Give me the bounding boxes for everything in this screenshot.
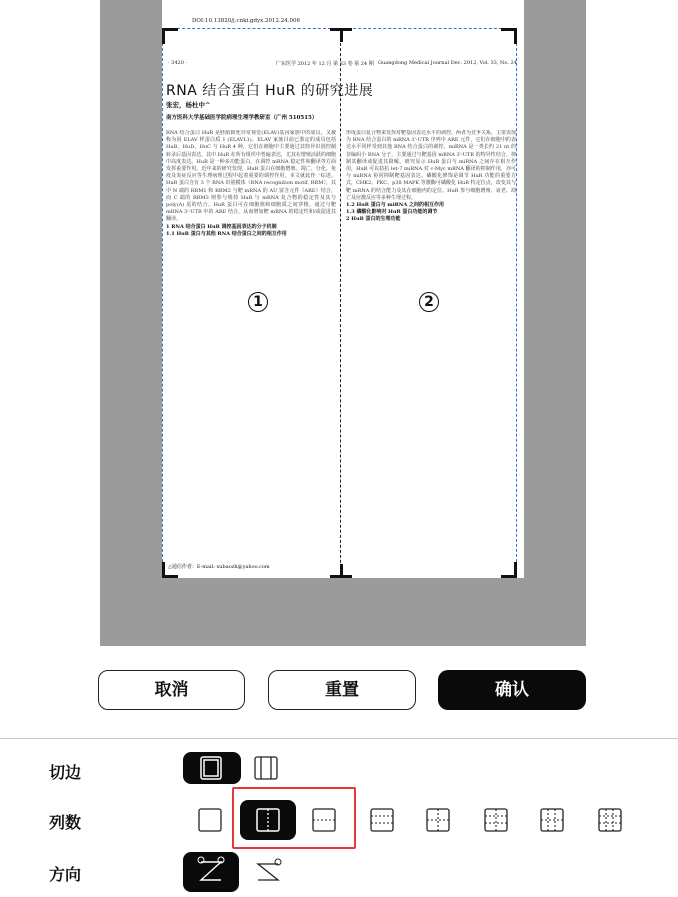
left-column-body: RNA 结合蛋白 HuR 是胚胎致死异常视觉(ELAV)基因家族中的成员，又被称为因 ELAV 样蛋白质 1 (ELAVL1)。ELAV 家族目前已鉴定的成员包括 HuB、HuD、HuC 与 HuR 4 种，它们在细胞中主要通过其特异识别控制转录后基因表达，其中 HuR 在所有组织中普遍表达，尤其在增殖活跃的细胞中高度表达。HuR 是一种多功能蛋白，在调控 mRNA 稳定性和翻译等方面发挥重要作用。近年来的研究发现，HuR 蛋白在细胞增殖、凋亡、分化、免疫及炎症反应等生理病理过程中起着重要的调控作用，本文就此作一综述。HuR 蛋白含有 3 个 RNA 识别模体（RNA recognition motif, RRM），其中 N 端的 RRM1 和 RRM2 与靶 mRNA 的 AU 富含元件（ARE）结合，而 C 端的 RRM3 则参与维持 HuR 与 mRNA 复合物的稳定性及其与 poly(A) 尾的结合。HuR 蛋白可在细胞核和细胞质之间穿梭，通过与靶 mRNA 3'-UTR 中的 ARE 结合，从而增加靶 mRNA 的稳定性和/或促进其翻译。	[166, 130, 336, 223]
columns-label: 列数	[49, 813, 82, 832]
right-column-text	[346, 130, 516, 570]
three-row-icon	[368, 806, 396, 834]
crop-handle-bottom-center-v[interactable]	[340, 564, 343, 578]
grid-2x2-icon	[424, 806, 452, 834]
right-column-subheading: 1.3 磷酸化影响对 HuR 蛋白功能的调节	[346, 209, 438, 216]
article-title: RNA 结合蛋白 HuR 的研究进展	[166, 83, 374, 99]
column-badge-1: 1	[248, 292, 268, 312]
column-divider-line[interactable]	[340, 28, 341, 578]
columns-option-3-row[interactable]	[368, 806, 396, 834]
single-column-icon	[196, 806, 224, 834]
column-badge-2: 2	[419, 292, 439, 312]
document-page	[162, 0, 524, 578]
crop-handle-top-right-v[interactable]	[514, 28, 517, 44]
cancel-button[interactable]: 取消	[98, 670, 245, 710]
crop-handle-top-center-v[interactable]	[340, 28, 343, 42]
journal-title-en: Guangdong Medical Journal Dec. 2012, Vol. 33, No. 24	[378, 60, 517, 66]
direction-option-n[interactable]	[254, 858, 282, 886]
article-authors: 张宏，杨杜中^	[166, 101, 211, 109]
grid-3x3-icon	[596, 806, 624, 834]
crop-handle-bottom-left-v[interactable]	[162, 562, 165, 578]
journal-title-cn: 广东医学 2012 年 12 月 第 33 卷 第 24 期	[276, 61, 374, 67]
doi-text: DOI:10.13820/j.cnki.gdyx.2012.24.006	[192, 18, 300, 24]
direction-label: 方向	[49, 865, 82, 884]
direction-n-icon	[254, 858, 282, 886]
columns-option-grid-2x3[interactable]	[482, 806, 510, 834]
page-number: · 3420 ·	[168, 60, 188, 66]
columns-option-grid-3x3[interactable]	[596, 806, 624, 834]
direction-option-z-selected[interactable]	[183, 852, 239, 892]
trim-option-on-selected[interactable]	[183, 752, 241, 784]
columns-option-grid-3x2[interactable]	[538, 806, 566, 834]
trim-off-icon	[252, 754, 280, 782]
crop-handle-top-left-v[interactable]	[162, 28, 165, 44]
trim-on-icon	[183, 752, 241, 784]
selection-highlight-box	[232, 787, 356, 849]
trim-label: 切边	[49, 763, 82, 782]
reset-button[interactable]: 重置	[268, 670, 416, 710]
left-column-subheading: 1.1 HuR 蛋白与其他 RNA 结合蛋白之间的相互作用	[166, 230, 287, 237]
trim-option-off[interactable]	[252, 754, 280, 782]
settings-divider	[0, 738, 678, 739]
left-column-text	[166, 130, 336, 560]
footnote: △通信作者：E-mail: xubaozh@yahoo.com	[168, 564, 270, 570]
right-column-body: 形成蛋白复合物来发挥对靶基因表达水平的调控。两者为竞争关系，主要表现为 RNA 结合蛋白的 mRNA 3'-UTR 序列中 ARE 元件，它们在细胞中的表达水平同样受到其他 RNA 结合蛋白的调控。miRNA 是一类长约 21 nt 的非编码小 RNA 分子，主要通过与靶基因 mRNA 3'-UTR 的特异性结合，抑制其翻译或促进其降解。研究显示 HuR 蛋白与 miRNA 之间存在相互作用，HuR 可以拮抗 let-7 miRNA 对 c-Myc mRNA 翻译的抑制作用，亦可与 miRNA 协同抑制靶基因表达。磷酸化修饰是调节 HuR 功能的重要方式，CHK2、PKC、p38 MAPK 等激酶可磷酸化 HuR 特定位点，改变其与靶 mRNA 的结合能力及其在细胞内的定位。HuR 参与细胞增殖、衰老、凋亡及应激反应等多种生理过程。	[346, 130, 516, 201]
right-column-heading: 1.2 HuR 蛋白与 miRNA 之间的相互作用	[346, 202, 444, 209]
article-affiliation: 南方医科大学基础医学院病理生理学教研室（广州 510515）	[166, 115, 318, 121]
grid-3x2-icon	[538, 806, 566, 834]
direction-z-icon	[183, 852, 239, 892]
columns-option-grid-2x2[interactable]	[424, 806, 452, 834]
document-preview-area	[100, 0, 586, 646]
columns-option-1[interactable]	[196, 806, 224, 834]
left-column-heading: 1 RNA 结合蛋白 HuR 调控基因表达的分子机制	[166, 223, 277, 230]
grid-2x3-icon	[482, 806, 510, 834]
right-column-subheading-2: 2 HuR 蛋白的生理功能	[346, 216, 401, 223]
confirm-button[interactable]: 确认	[438, 670, 586, 710]
